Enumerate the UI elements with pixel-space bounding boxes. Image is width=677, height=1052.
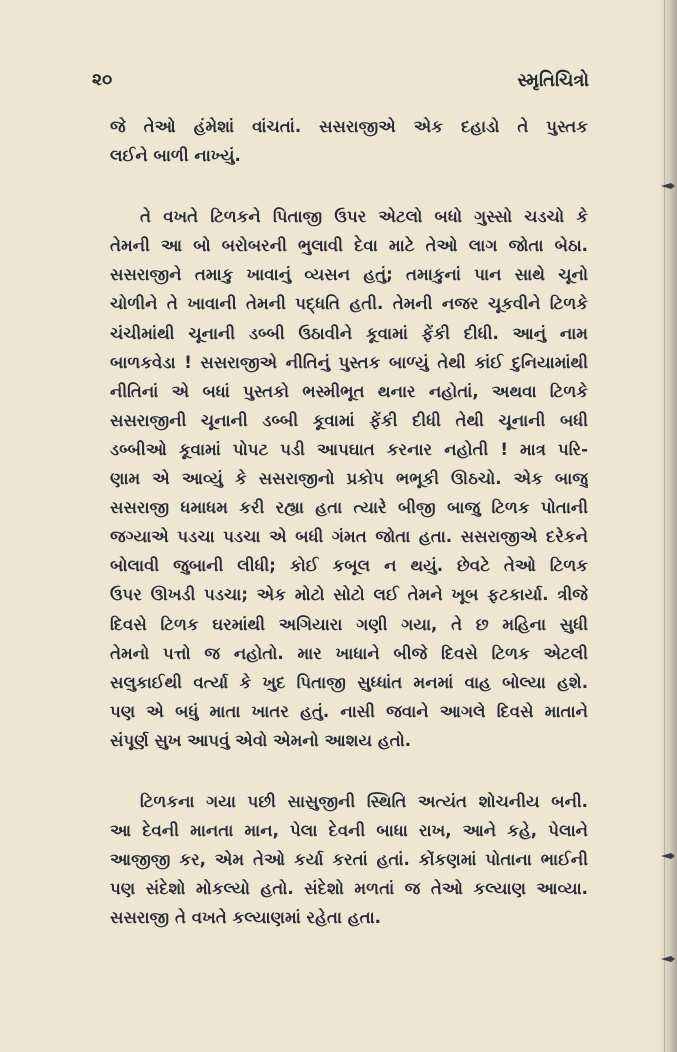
paragraph-gap (110, 755, 588, 787)
page-number: ૨૦ (92, 70, 113, 90)
edge-mark-icon (661, 955, 675, 963)
text-line: લઈને બાળી નાખ્યું. (110, 146, 241, 166)
text-line: આ દેવની માનતા માન, પેલા દેવની બાધા રાખ, આને કહે, પેલાને (110, 821, 588, 841)
text-line: સસરાજીને તમાકુ ખાવાનું વ્યસન હતું; તમાકુનાં પાન સાથે ચૂનો (110, 265, 588, 285)
edge-mark-icon (661, 182, 675, 190)
text-line: બોલાવી જુબાની લીધી; કોઈ કબૂલ ન થયું. છેવટે તેઓ ટિળક (110, 556, 588, 576)
text-line: સસરાજીની ચૂનાની ડબ્બી કૂવામાં ફેંકી દીધી તેથી ચૂનાની બધી (110, 410, 588, 430)
page-edge-line (664, 0, 665, 1052)
text-line: સસરાજી ધમાધમ કરી રહ્યા હતા ત્યારે બીજી બાજુ ટિળક પોતાની (110, 498, 588, 518)
page-header (92, 70, 589, 100)
text-line: સંપૂર્ણ સુખ આપવું એવો એમનો આશય હતો. (110, 730, 412, 750)
paragraph-3 (110, 787, 588, 932)
text-line: સલુકાઈથી વર્ત્યા કે ખુદ પિતાજી સુધ્ધાંત મનમાં વાહ બોલ્યા હશે. (110, 672, 588, 692)
text-line: તે વખતે ટિળકને પિતાજી ઉપર એટલો બધો ગુસ્સો ચડચો કે (140, 207, 588, 227)
text-line: આજીજી કર, એમ તેઓ કર્યા કરતાં હતાં. કોંકણમાં પોતાના ભાઈની (110, 850, 588, 870)
running-head: સ્મૃતિચિત્રો (517, 70, 589, 91)
paragraph-gap (110, 170, 588, 202)
text-line: પણ સંદેશો મોકલ્યો હતો. સંદેશો મળતાં જ તેઓ કલ્યાણ આવ્યા. (110, 879, 588, 899)
text-line: ચોળીને તે ખાવાની તેમની પદ્ધતિ હતી. તેમની નજર ચૂકવીને ટિળકે (110, 294, 588, 314)
text-line: ટિળકના ગયા પછી સાસુજીની સ્થિતિ અત્યંત શોચનીય બની. (140, 791, 588, 811)
text-line: તેમનો પત્તો જ નહોતો. માર ખાધાને બીજે દિવસે ટિળક એટલી (110, 643, 588, 663)
text-line: ણામ એ આવ્યું કે સસરાજીનો પ્રકોપ ભભૂકી ઊઠચો. એક બાજુ (110, 469, 588, 489)
paragraph-2 (110, 202, 588, 755)
text-line: ડબ્બીઓ કૂવામાં પોપટ પડી આપઘાત કરનાર નહોતી ! માત્ર પરિ- (110, 439, 588, 459)
text-line: તેમની આ બો બરોબરની ભુલાવી દેવા માટે તેઓ લાગ જોતા બેઠા. (110, 236, 588, 256)
edge-mark-icon (661, 852, 675, 860)
text-line: બાળકવેડા ! સસરાજીએ નીતિનું પુસ્તક બાળ્યું તેથી કાંઈ દુનિયામાંથી (110, 352, 588, 372)
text-line: ઉપર ઊખડી પડચા; એક મોટો સોટો લઈ તેમને ખૂબ ફટકાર્યા. ત્રીજે (110, 585, 588, 605)
body-text (110, 112, 588, 932)
text-line: પણ એ બધું માતા ખાતર હતું. નાસી જવાને આગલે દિવસે માતાને (110, 701, 588, 721)
text-line: ચંચીમાંથી ચૂનાની ડબ્બી ઉઠાવીને કૂવામાં ફેંકી દીધી. આનું નામ (110, 323, 588, 343)
text-line: જે તેઓ હંમેશાં વાંચતાં. સસરાજીએ એક દહાડો તે પુસ્તક (110, 117, 588, 136)
text-line: દિવસે ટિળક ઘરમાંથી અગિયારા ગણી ગયા, તે છ મહિના સુધી (110, 614, 588, 634)
text-line: સસરાજી તે વખતે કલ્યાણમાં રહેતા હતા. (110, 908, 381, 928)
text-line: જગ્યાએ પડચા પડચા એ બધી ગંમત જોતા હતા. સસરાજીએ દરેકને (110, 527, 588, 547)
paragraph-1 (110, 112, 588, 170)
text-line: નીતિનાં એ બધાં પુસ્તકો ભસ્મીભૂત થનાર નહોતાં, અથવા ટિળકે (110, 381, 588, 401)
page-edge-shadow (659, 0, 677, 1052)
